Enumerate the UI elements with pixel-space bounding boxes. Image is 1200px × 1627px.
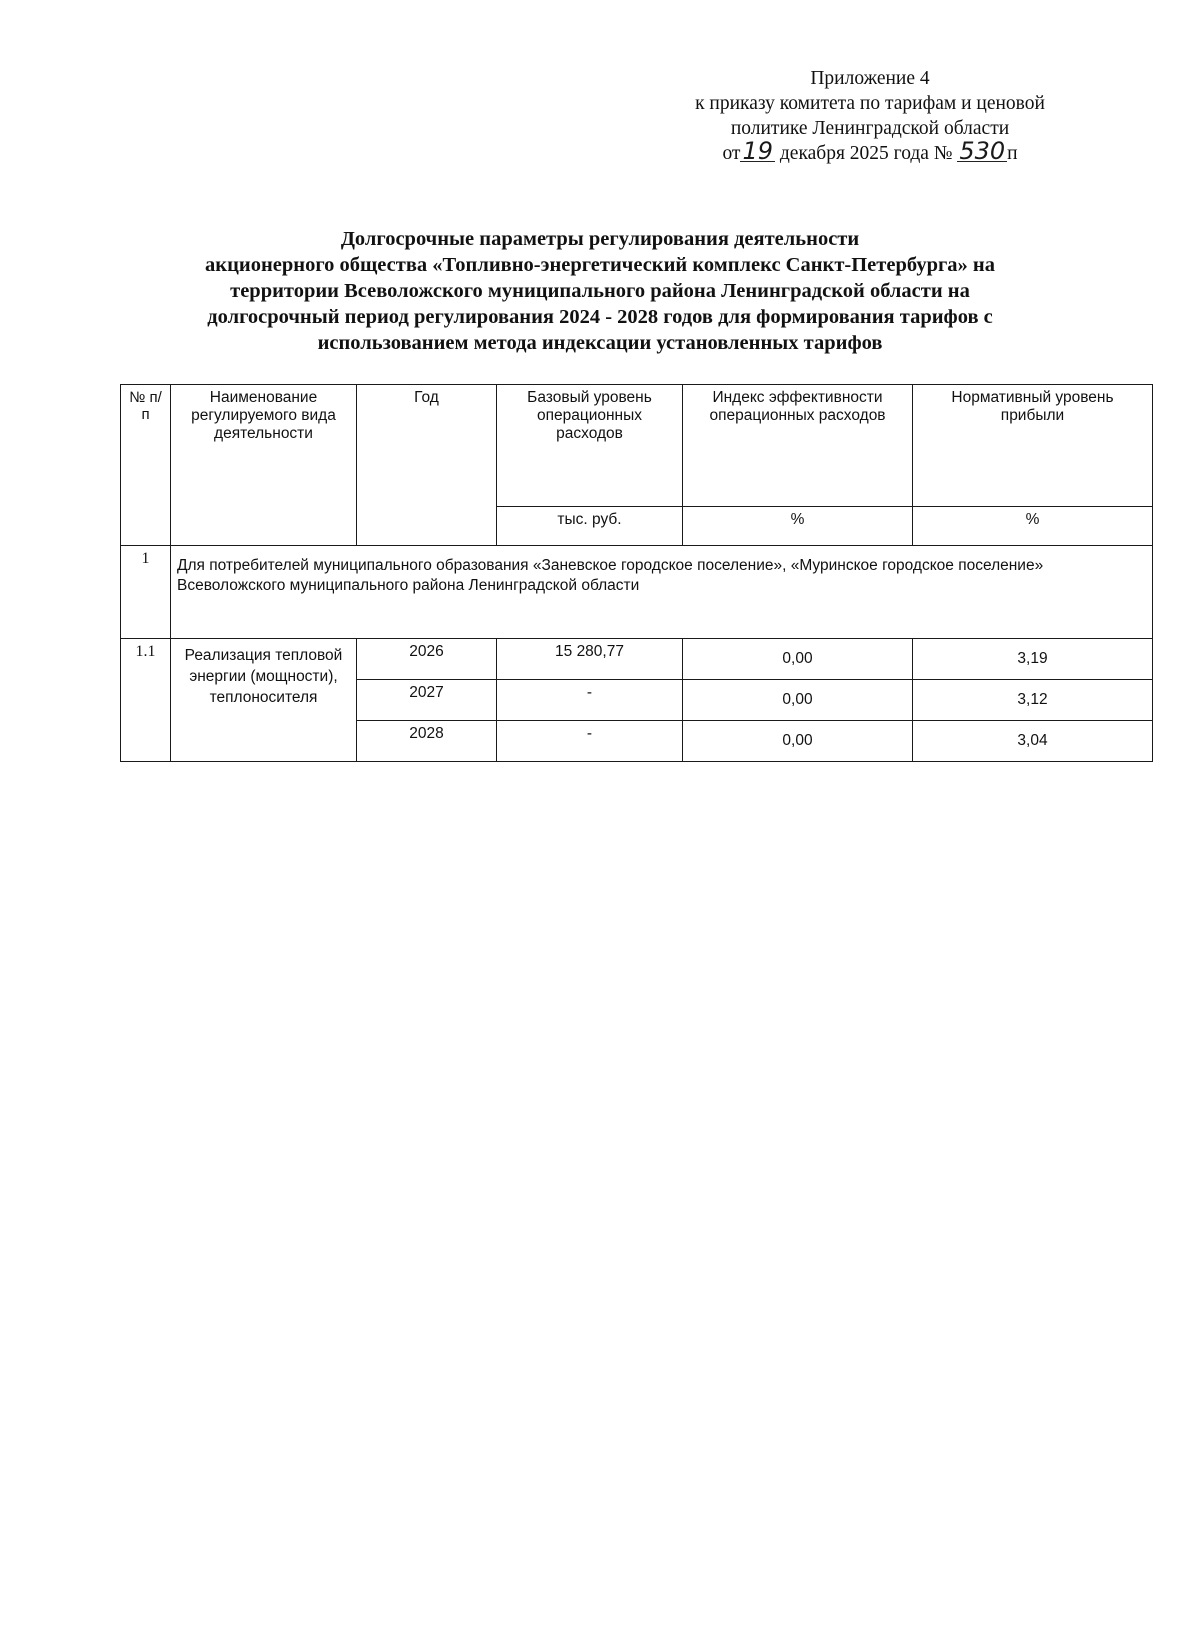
table-group-row xyxy=(121,546,1153,639)
appendix-title: Приложение 4 xyxy=(810,68,930,89)
order-suffix: п xyxy=(1007,143,1018,164)
row-base-level: - xyxy=(497,680,683,721)
group-num: 1 xyxy=(121,546,171,639)
title-line-4: долгосрочный период регулирования 2024 - 2028 годов для формирования тарифов с xyxy=(207,306,993,328)
date-middle: декабря 2025 года № xyxy=(779,143,953,164)
header-num: № п/п xyxy=(121,385,171,546)
unit-base-level: тыс. руб. xyxy=(497,507,683,546)
title-line-1: Долгосрочные параметры регулирования деятельности xyxy=(340,228,860,250)
group-text: Для потребителей муниципального образования «Заневское городское поселение», «Муринское городское поселение» Всеволожского муниципального района Ленинградской области xyxy=(171,546,1153,639)
date-day-handwritten: 19 xyxy=(742,137,773,165)
appendix-block xyxy=(600,66,1140,166)
item-activity: Реализация тепловой энергии (мощности), теплоносителя xyxy=(171,639,357,762)
row-year: 2026 xyxy=(357,639,497,680)
table-header-row xyxy=(121,385,1153,507)
header-base-level: Базовый уровень операционных расходов xyxy=(497,385,683,507)
header-activity: Наименование регулируемого вида деятельности xyxy=(171,385,357,546)
title-line-5: использованием метода индексации установленных тарифов xyxy=(317,332,883,354)
item-num: 1.1 xyxy=(121,639,171,762)
header-year: Год xyxy=(357,385,497,546)
row-efficiency: 0,00 xyxy=(683,639,913,680)
unit-efficiency: % xyxy=(683,507,913,546)
table-row xyxy=(121,639,1153,680)
header-profit: Нормативный уровень прибыли xyxy=(913,385,1153,507)
row-profit: 3,04 xyxy=(913,721,1153,762)
parameters-table xyxy=(120,384,1153,762)
row-year: 2027 xyxy=(357,680,497,721)
header-efficiency: Индекс эффективности операционных расходов xyxy=(683,385,913,507)
row-year: 2028 xyxy=(357,721,497,762)
appendix-committee: политике Ленинградской области xyxy=(730,118,1010,139)
row-efficiency: 0,00 xyxy=(683,680,913,721)
appendix-date-line xyxy=(600,137,1140,166)
unit-profit: % xyxy=(913,507,1153,546)
order-number-handwritten: 530 xyxy=(959,137,1006,165)
document-title xyxy=(100,226,1100,356)
title-line-3: территории Всеволожского муниципального района Ленинградской области на xyxy=(230,280,970,302)
appendix-order-ref: к приказу комитета по тарифам и ценовой xyxy=(695,93,1045,114)
title-line-2: акционерного общества «Топливно-энергетический комплекс Санкт-Петербурга» на xyxy=(205,254,995,276)
date-prefix: от xyxy=(722,143,741,164)
row-profit: 3,12 xyxy=(913,680,1153,721)
row-base-level: - xyxy=(497,721,683,762)
row-profit: 3,19 xyxy=(913,639,1153,680)
row-efficiency: 0,00 xyxy=(683,721,913,762)
row-base-level: 15 280,77 xyxy=(497,639,683,680)
